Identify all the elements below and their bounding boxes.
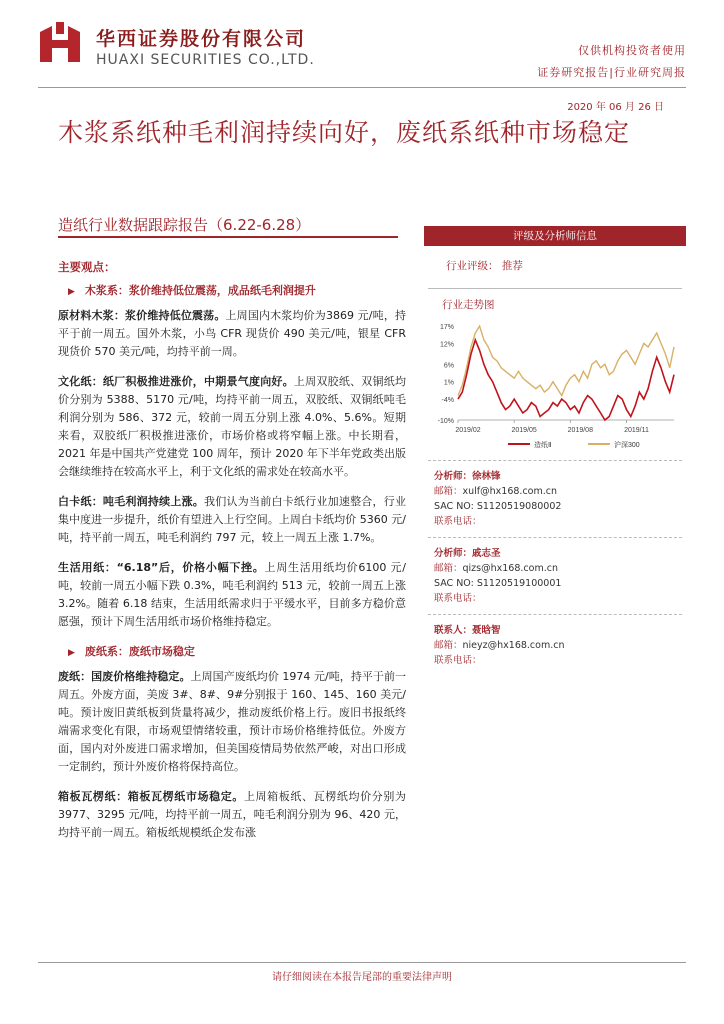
company-logo	[38, 22, 84, 66]
header-divider	[38, 87, 686, 88]
legal-notice: 请仔细阅读在本报告尾部的重要法律声明	[272, 972, 452, 983]
analyst-email-row	[434, 638, 682, 653]
analyst-name-row	[434, 546, 682, 561]
sidebar-header: 评级及分析师信息	[424, 226, 686, 246]
industry-rating: 行业评级： 推荐	[428, 246, 682, 289]
email-label: 邮箱：	[434, 486, 463, 497]
sidebar	[424, 226, 686, 676]
subtitle-underline	[58, 236, 398, 238]
y-tick-label: 1%	[443, 379, 454, 387]
trend-chart	[428, 316, 682, 456]
report-title: 木浆系纸种毛利润持续向好，废纸系纸种市场稳定	[58, 118, 631, 147]
analyst-card	[428, 537, 682, 614]
paragraph-pulp: 原材料木浆：浆价维持低位震荡。上周国内木浆均价为3869 元/吨，持平于前一周五。国外木浆，小鸟 CFR 现货价 490 美元/吨，银星 CFR 现货价 570 美元/吨，均持平前一周。	[58, 309, 406, 358]
report-date: 2020 年 06 月 26 日	[567, 102, 664, 113]
section-bullet-pulp: ▶ 木浆系：浆价维持低位震荡，成品纸毛利润提升	[68, 282, 406, 301]
analyst-phone: 联系电话：	[434, 593, 482, 604]
x-tick-label: 2019/05	[511, 427, 537, 434]
report-subtitle: 造纸行业数据跟踪报告（6.22-6.28）	[58, 216, 311, 234]
analyst-email-row	[434, 484, 682, 499]
y-tick-label: -10%	[437, 418, 454, 425]
analyst-list	[424, 460, 686, 676]
analyst-sac-number: SAC NO: S1120519080002	[434, 501, 562, 512]
company-name-cn: 华西证券股份有限公司	[96, 28, 307, 50]
y-tick-label: 12%	[439, 341, 454, 349]
y-tick-label: 17%	[439, 324, 454, 331]
legend-label: 造纸Ⅱ	[534, 442, 552, 449]
trend-chart-label: 行业走势图	[442, 299, 495, 311]
footer-divider	[38, 962, 686, 963]
x-tick-label: 2019/08	[567, 427, 593, 434]
analyst-email[interactable]: qizs@hx168.com.cn	[462, 563, 558, 574]
analyst-name: 徐林锋	[472, 471, 501, 482]
paragraph-containerboard: 箱板瓦楞纸：箱板瓦楞纸市场稳定。上周箱板纸、瓦楞纸均价分别为 3977、3295 元/吨，均持平前一周五，吨毛利润分别为 96、420 元，均持平前一周五。箱板纸规模纸企发布涨	[58, 790, 407, 839]
main-content	[58, 258, 406, 854]
key-points-heading: 主要观点：	[58, 260, 116, 274]
triangle-bullet-icon: ▶	[68, 287, 75, 297]
analyst-role: 联系人：	[434, 625, 473, 636]
company-name-en: HUAXI SECURITIES CO.,LTD.	[96, 52, 315, 68]
analyst-email[interactable]: xulf@hx168.com.cn	[462, 486, 557, 497]
analyst-email-row	[434, 561, 682, 576]
x-tick-label: 2019/02	[455, 427, 481, 434]
series-line	[458, 326, 674, 396]
email-label: 邮箱：	[434, 563, 463, 574]
analyst-role: 分析师：	[434, 548, 473, 559]
email-label: 邮箱：	[434, 640, 463, 651]
y-tick-label: -4%	[441, 397, 454, 405]
analyst-name-row	[434, 623, 682, 638]
analyst-role: 分析师：	[434, 471, 473, 482]
analyst-name-row	[434, 469, 682, 484]
analyst-phone: 联系电话：	[434, 655, 482, 666]
paragraph-cultural-paper: 文化纸：纸厂积极推进涨价，中期景气度向好。上周双胶纸、双铜纸均价分别为 5388、5170 元/吨，均持平前一周五，双胶纸、双铜纸吨毛利润分别为 586、372 元，较前一周五分别上涨 4.0%、5.6%。短期来看，双胶纸厂积极推进涨价，市场价格或将窄幅上涨。中长期看，2021 年是中国共产党建党 100 周年，预计 2020 年下半年党政类出版会继续维持在较高水平上，利于文化纸的需求处在较高水平。	[58, 375, 407, 478]
paragraph-household-paper: 生活用纸：“6.18”后，价格小幅下挫。上周生活用纸均价6100 元/吨，较前一周五小幅下跌 0.3%，吨毛利润约 513 元，较前一周五上涨 3.2%。随着 6.18 结束，生活用纸需求归于平缓水平，目前多方稳价意愿强，预计下周生活用纸市场价格维持稳定。	[58, 561, 406, 628]
section-bullet-waste-paper: ▶ 废纸系：废纸市场稳定	[68, 643, 406, 662]
paragraph-waste-paper: 废纸：国废价格维持稳定。上周国产废纸均价 1974 元/吨，持平于前一周五。外废方面，美废 3#、8#、9#分别报于 160、145、160 美元/吨。预计废旧黄纸板到货量将减少，推动废纸价格上行。废旧书报纸终端需求变化有限，市场观望情绪较重，预计市场价格维持低位。外废方面，国内对外废进口需求增加，但美国疫情局势依然严峻，对出口形成一定制约，预计外废价格将保持高位。	[58, 670, 407, 773]
analyst-phone: 联系电话：	[434, 516, 482, 527]
legend-label: 沪深300	[614, 442, 640, 449]
audience-note: 仅供机构投资者使用	[578, 44, 686, 57]
report-type: 证券研究报告|行业研究周报	[537, 66, 686, 79]
analyst-card	[428, 614, 682, 676]
x-tick-label: 2019/11	[624, 427, 649, 434]
analyst-email[interactable]: nieyz@hx168.com.cn	[462, 640, 565, 651]
y-tick-label: 6%	[443, 362, 454, 370]
analyst-card	[428, 460, 682, 537]
analyst-name: 聂晗智	[472, 625, 501, 636]
paragraph-white-board: 白卡纸：吨毛利润持续上涨。我们认为当前白卡纸行业加速整合，行业集中度进一步提升，纸价有望进入上行空间。上周白卡纸均价 5360 元/吨，持平前一周五，吨毛利润约 797 元，较上一周五上涨 1.7%。	[58, 495, 407, 544]
analyst-name: 戚志圣	[472, 548, 501, 559]
analyst-sac-number: SAC NO: S1120519100001	[434, 578, 562, 589]
triangle-bullet-icon: ▶	[68, 648, 75, 658]
